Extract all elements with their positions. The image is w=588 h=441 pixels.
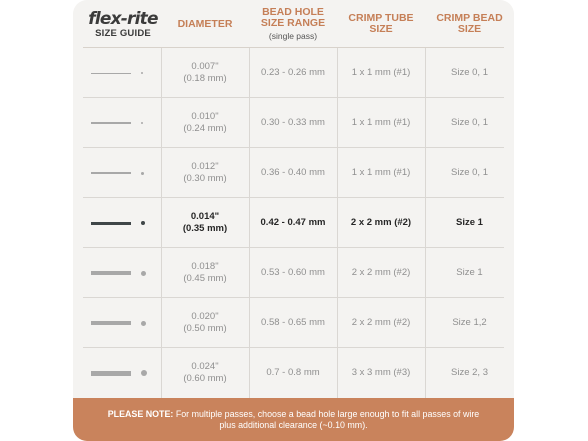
crimp-bead-cell: Size 2, 3 <box>451 367 488 378</box>
diameter-mm: (0.18 mm) <box>183 73 227 84</box>
diameter-inches: 0.012" <box>191 161 219 172</box>
table-row <box>73 148 514 198</box>
note-text <box>104 409 484 431</box>
header-crimp-tube <box>337 0 425 48</box>
note-label: PLEASE NOTE: <box>107 408 174 419</box>
table-row <box>73 48 514 98</box>
crimp-tube-cell: 2 x 2 mm (#2) <box>351 267 411 278</box>
bead-hole-cell: 0.42 - 0.47 mm <box>260 217 326 228</box>
table-row <box>73 348 514 398</box>
bead-hole-cell: 0.58 - 0.65 mm <box>261 317 325 328</box>
bead-hole-cell: 0.53 - 0.60 mm <box>261 267 325 278</box>
logo-subtitle: SIZE GUIDE <box>95 28 151 39</box>
crimp-bead-cell: Size 1,2 <box>452 317 487 328</box>
header-bead-hole-line1: BEAD HOLE <box>262 5 324 18</box>
flex-rite-logo <box>83 10 163 40</box>
diameter-cell <box>161 98 249 148</box>
diameter-mm: (0.60 mm) <box>183 373 227 384</box>
table-header <box>73 0 514 48</box>
diameter-cell <box>161 148 249 198</box>
bead-hole-cell: 0.23 - 0.26 mm <box>261 67 325 78</box>
diameter-mm: (0.24 mm) <box>183 123 227 134</box>
size-table <box>73 48 514 398</box>
crimp-bead-cell: Size 1 <box>456 267 483 278</box>
crimp-tube-cell: 2 x 2 mm (#2) <box>351 317 411 328</box>
table-row <box>73 98 514 148</box>
header-diameter <box>161 0 249 48</box>
header-diameter-label: DIAMETER <box>177 17 233 30</box>
crimp-bead-cell: Size 0, 1 <box>451 167 488 178</box>
header-crimp-bead-line1: CRIMP BEAD <box>436 12 503 24</box>
header-crimp-tube-line1: CRIMP TUBE <box>348 12 414 24</box>
diameter-inches: 0.018" <box>191 261 219 272</box>
bead-hole-cell: 0.36 - 0.40 mm <box>261 167 325 178</box>
header-bead-hole <box>249 0 337 48</box>
note-body: For multiple passes, choose a bead hole large enough to fit all passes of wire plus additional clearance (~0.10 mm). <box>173 408 480 430</box>
crimp-tube-cell: 3 x 3 mm (#3) <box>351 367 411 378</box>
crimp-tube-cell: 1 x 1 mm (#1) <box>351 167 411 178</box>
crimp-tube-cell: 2 x 2 mm (#2) <box>350 217 412 228</box>
header-bead-hole-sub: (single pass) <box>268 30 318 41</box>
diameter-mm: (0.30 mm) <box>183 173 227 184</box>
header-crimp-tube-line2: SIZE <box>369 23 393 35</box>
please-note-banner <box>73 398 514 441</box>
table-row <box>73 198 514 248</box>
diameter-cell <box>161 298 249 348</box>
bead-hole-cell: 0.7 - 0.8 mm <box>266 367 320 378</box>
diameter-mm: (0.50 mm) <box>183 323 227 334</box>
diameter-inches: 0.024" <box>191 361 219 372</box>
header-crimp-bead-line2: SIZE <box>457 23 482 35</box>
diameter-cell <box>161 348 249 398</box>
bead-hole-cell: 0.30 - 0.33 mm <box>261 117 325 128</box>
table-row <box>73 298 514 348</box>
size-guide-card <box>73 0 514 441</box>
crimp-bead-cell: Size 1 <box>456 217 483 228</box>
logo-wordmark: flex-rite <box>88 9 158 29</box>
diameter-inches: 0.020" <box>191 311 219 322</box>
diameter-mm: (0.35 mm) <box>182 223 228 234</box>
diameter-inches: 0.007" <box>191 61 219 72</box>
header-crimp-bead <box>425 0 514 48</box>
diameter-inches: 0.014" <box>190 211 220 222</box>
diameter-cell <box>161 248 249 298</box>
diameter-cell <box>161 198 249 248</box>
table-row <box>73 248 514 298</box>
header-bead-hole-line2: SIZE RANGE <box>260 16 326 29</box>
diameter-mm: (0.45 mm) <box>183 273 227 284</box>
diameter-cell <box>161 48 249 98</box>
crimp-tube-cell: 1 x 1 mm (#1) <box>351 67 411 78</box>
crimp-bead-cell: Size 0, 1 <box>451 67 488 78</box>
crimp-tube-cell: 1 x 1 mm (#1) <box>351 117 411 128</box>
diameter-inches: 0.010" <box>191 111 219 122</box>
crimp-bead-cell: Size 0, 1 <box>451 117 488 128</box>
